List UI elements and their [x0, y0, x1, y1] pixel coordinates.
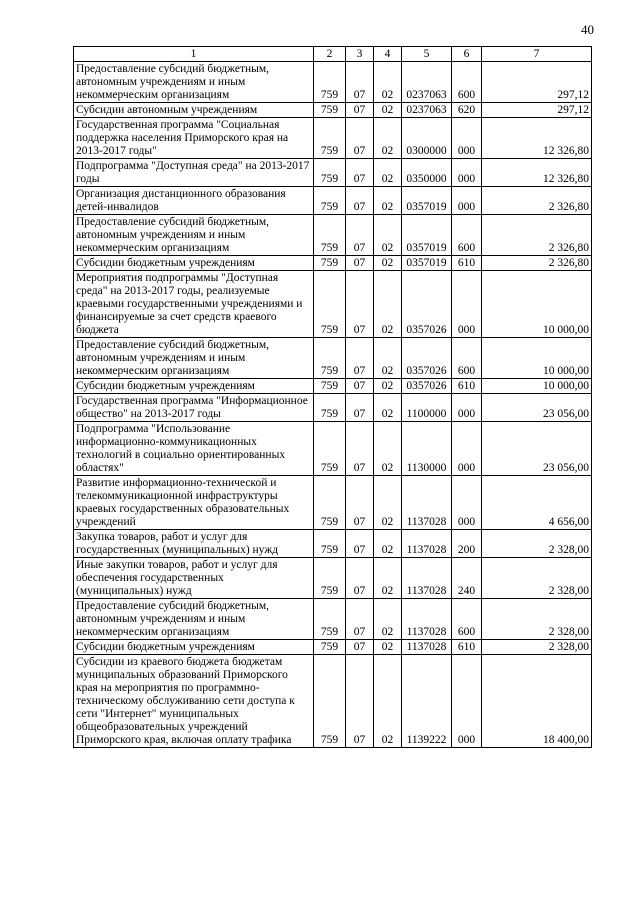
table-row	[74, 640, 592, 655]
row-code-expense-type: 000	[452, 476, 482, 530]
header-cell: 2	[314, 47, 346, 62]
row-code-subsection: 02	[374, 338, 402, 379]
row-code-expense-type: 000	[452, 187, 482, 215]
row-code-expense-type: 000	[452, 118, 482, 159]
header-cell: 6	[452, 47, 482, 62]
row-code-expense-type: 610	[452, 379, 482, 394]
row-code-target: 0357026	[402, 338, 452, 379]
row-code-subsection: 02	[374, 599, 402, 640]
row-code-section: 07	[346, 558, 374, 599]
row-code-admin: 759	[314, 338, 346, 379]
row-code-expense-type: 600	[452, 215, 482, 256]
header-cell: 3	[346, 47, 374, 62]
row-sum: 2 328,00	[482, 640, 592, 655]
row-sum: 297,12	[482, 62, 592, 103]
row-name: Иные закупки товаров, работ и услуг для обеспечения государственных (муниципальных) нужд	[74, 558, 314, 599]
row-code-expense-type: 240	[452, 558, 482, 599]
row-code-admin: 759	[314, 655, 346, 748]
table-row	[74, 338, 592, 379]
row-code-expense-type: 600	[452, 338, 482, 379]
row-code-section: 07	[346, 187, 374, 215]
row-code-section: 07	[346, 476, 374, 530]
row-code-expense-type: 600	[452, 62, 482, 103]
row-code-subsection: 02	[374, 655, 402, 748]
row-code-admin: 759	[314, 422, 346, 476]
row-code-target: 1130000	[402, 422, 452, 476]
row-sum: 10 000,00	[482, 379, 592, 394]
table-row	[74, 394, 592, 422]
row-name: Предоставление субсидий бюджетным, автономным учреждениям и иным некоммерческим организациям	[74, 338, 314, 379]
row-code-subsection: 02	[374, 187, 402, 215]
row-code-section: 07	[346, 655, 374, 748]
row-code-admin: 759	[314, 476, 346, 530]
row-code-target: 1137028	[402, 558, 452, 599]
row-code-admin: 759	[314, 187, 346, 215]
table-row	[74, 476, 592, 530]
row-sum: 2 326,80	[482, 187, 592, 215]
row-code-admin: 759	[314, 394, 346, 422]
row-code-section: 07	[346, 215, 374, 256]
row-code-subsection: 02	[374, 271, 402, 338]
row-code-admin: 759	[314, 256, 346, 271]
row-code-section: 07	[346, 422, 374, 476]
table-row	[74, 530, 592, 558]
row-code-admin: 759	[314, 379, 346, 394]
row-code-target: 0357026	[402, 379, 452, 394]
row-name: Организация дистанционного образования детей-инвалидов	[74, 187, 314, 215]
table-row	[74, 62, 592, 103]
row-code-target: 1139222	[402, 655, 452, 748]
row-code-section: 07	[346, 159, 374, 187]
row-code-admin: 759	[314, 118, 346, 159]
row-name: Субсидии автономным учреждениям	[74, 103, 314, 118]
table-row	[74, 655, 592, 748]
row-code-admin: 759	[314, 599, 346, 640]
header-cell: 1	[74, 47, 314, 62]
table-row	[74, 558, 592, 599]
row-code-subsection: 02	[374, 530, 402, 558]
row-code-expense-type: 000	[452, 655, 482, 748]
row-code-target: 0300000	[402, 118, 452, 159]
row-sum: 2 328,00	[482, 530, 592, 558]
row-code-subsection: 02	[374, 118, 402, 159]
row-code-section: 07	[346, 271, 374, 338]
row-sum: 2 328,00	[482, 558, 592, 599]
row-code-section: 07	[346, 640, 374, 655]
row-code-target: 0357026	[402, 271, 452, 338]
row-code-admin: 759	[314, 271, 346, 338]
table-row	[74, 379, 592, 394]
row-code-target: 0350000	[402, 159, 452, 187]
row-code-admin: 759	[314, 103, 346, 118]
row-sum: 23 056,00	[482, 394, 592, 422]
row-name: Подпрограмма "Использование информационно-коммуникационных технологий в социально ориентированных областях"	[74, 422, 314, 476]
row-name: Государственная программа "Социальная поддержка населения Приморского края на 2013-2017 годы"	[74, 118, 314, 159]
row-code-target: 1137028	[402, 476, 452, 530]
table-row	[74, 599, 592, 640]
row-code-section: 07	[346, 62, 374, 103]
budget-table	[73, 46, 592, 748]
row-name: Государственная программа "Информационное общество" на 2013-2017 годы	[74, 394, 314, 422]
row-name: Субсидии бюджетным учреждениям	[74, 256, 314, 271]
row-code-admin: 759	[314, 215, 346, 256]
row-code-subsection: 02	[374, 103, 402, 118]
row-code-expense-type: 000	[452, 271, 482, 338]
row-code-target: 0357019	[402, 256, 452, 271]
row-sum: 297,12	[482, 103, 592, 118]
row-sum: 2 328,00	[482, 599, 592, 640]
row-code-expense-type: 620	[452, 103, 482, 118]
row-name: Предоставление субсидий бюджетным, автономным учреждениям и иным некоммерческим организациям	[74, 215, 314, 256]
row-code-target: 1137028	[402, 640, 452, 655]
row-code-admin: 759	[314, 640, 346, 655]
row-code-section: 07	[346, 118, 374, 159]
row-sum: 18 400,00	[482, 655, 592, 748]
row-code-subsection: 02	[374, 558, 402, 599]
header-cell: 4	[374, 47, 402, 62]
row-sum: 12 326,80	[482, 159, 592, 187]
row-sum: 2 326,80	[482, 215, 592, 256]
row-code-subsection: 02	[374, 379, 402, 394]
table-row	[74, 256, 592, 271]
table-row	[74, 187, 592, 215]
table-row	[74, 271, 592, 338]
row-code-target: 1137028	[402, 530, 452, 558]
row-code-subsection: 02	[374, 256, 402, 271]
table-row	[74, 159, 592, 187]
row-name: Субсидии бюджетным учреждениям	[74, 379, 314, 394]
row-sum: 10 000,00	[482, 271, 592, 338]
table-row	[74, 118, 592, 159]
row-sum: 12 326,80	[482, 118, 592, 159]
row-code-section: 07	[346, 394, 374, 422]
row-name: Мероприятия подпрограммы "Доступная среда" на 2013-2017 годы, реализуемые краевыми государственными учреждениями и финансируемые за счет средств краевого бюджета	[74, 271, 314, 338]
row-name: Подпрограмма "Доступная среда" на 2013-2017 годы	[74, 159, 314, 187]
row-code-subsection: 02	[374, 215, 402, 256]
row-sum: 23 056,00	[482, 422, 592, 476]
table-row	[74, 103, 592, 118]
row-code-target: 0237063	[402, 62, 452, 103]
row-code-expense-type: 610	[452, 640, 482, 655]
row-name: Предоставление субсидий бюджетным, автономным учреждениям и иным некоммерческим организациям	[74, 599, 314, 640]
row-code-expense-type: 600	[452, 599, 482, 640]
row-code-section: 07	[346, 379, 374, 394]
row-code-expense-type: 200	[452, 530, 482, 558]
header-row	[74, 47, 592, 62]
row-sum: 4 656,00	[482, 476, 592, 530]
row-code-admin: 759	[314, 530, 346, 558]
row-code-section: 07	[346, 256, 374, 271]
row-name: Субсидии бюджетным учреждениям	[74, 640, 314, 655]
row-code-subsection: 02	[374, 394, 402, 422]
row-name: Предоставление субсидий бюджетным, автономным учреждениям и иным некоммерческим организациям	[74, 62, 314, 103]
page-number: 40	[581, 22, 594, 37]
row-code-target: 1100000	[402, 394, 452, 422]
row-sum: 2 326,80	[482, 256, 592, 271]
row-code-target: 0357019	[402, 187, 452, 215]
row-code-admin: 759	[314, 558, 346, 599]
row-name: Развитие информационно-технической и телекоммуникационной инфраструктуры краевых государственных образовательных учреждений	[74, 476, 314, 530]
row-name: Закупка товаров, работ и услуг для государственных (муниципальных) нужд	[74, 530, 314, 558]
row-name: Субсидии из краевого бюджета бюджетам муниципальных образований Приморского края на мероприятия по программно-техническому обслуживанию сети доступа к сети "Интернет" муниципальных общеобразовательных учреждений Приморского края, включая оплату трафика	[74, 655, 314, 748]
row-code-expense-type: 000	[452, 159, 482, 187]
row-code-section: 07	[346, 338, 374, 379]
row-sum: 10 000,00	[482, 338, 592, 379]
row-code-target: 0357019	[402, 215, 452, 256]
row-code-subsection: 02	[374, 476, 402, 530]
header-cell: 5	[402, 47, 452, 62]
row-code-subsection: 02	[374, 62, 402, 103]
row-code-subsection: 02	[374, 159, 402, 187]
row-code-subsection: 02	[374, 640, 402, 655]
header-cell: 7	[482, 47, 592, 62]
row-code-expense-type: 000	[452, 422, 482, 476]
row-code-section: 07	[346, 599, 374, 640]
row-code-target: 0237063	[402, 103, 452, 118]
row-code-admin: 759	[314, 62, 346, 103]
row-code-target: 1137028	[402, 599, 452, 640]
table-row	[74, 215, 592, 256]
row-code-section: 07	[346, 530, 374, 558]
row-code-section: 07	[346, 103, 374, 118]
table-row	[74, 422, 592, 476]
row-code-expense-type: 000	[452, 394, 482, 422]
row-code-subsection: 02	[374, 422, 402, 476]
row-code-expense-type: 610	[452, 256, 482, 271]
row-code-admin: 759	[314, 159, 346, 187]
